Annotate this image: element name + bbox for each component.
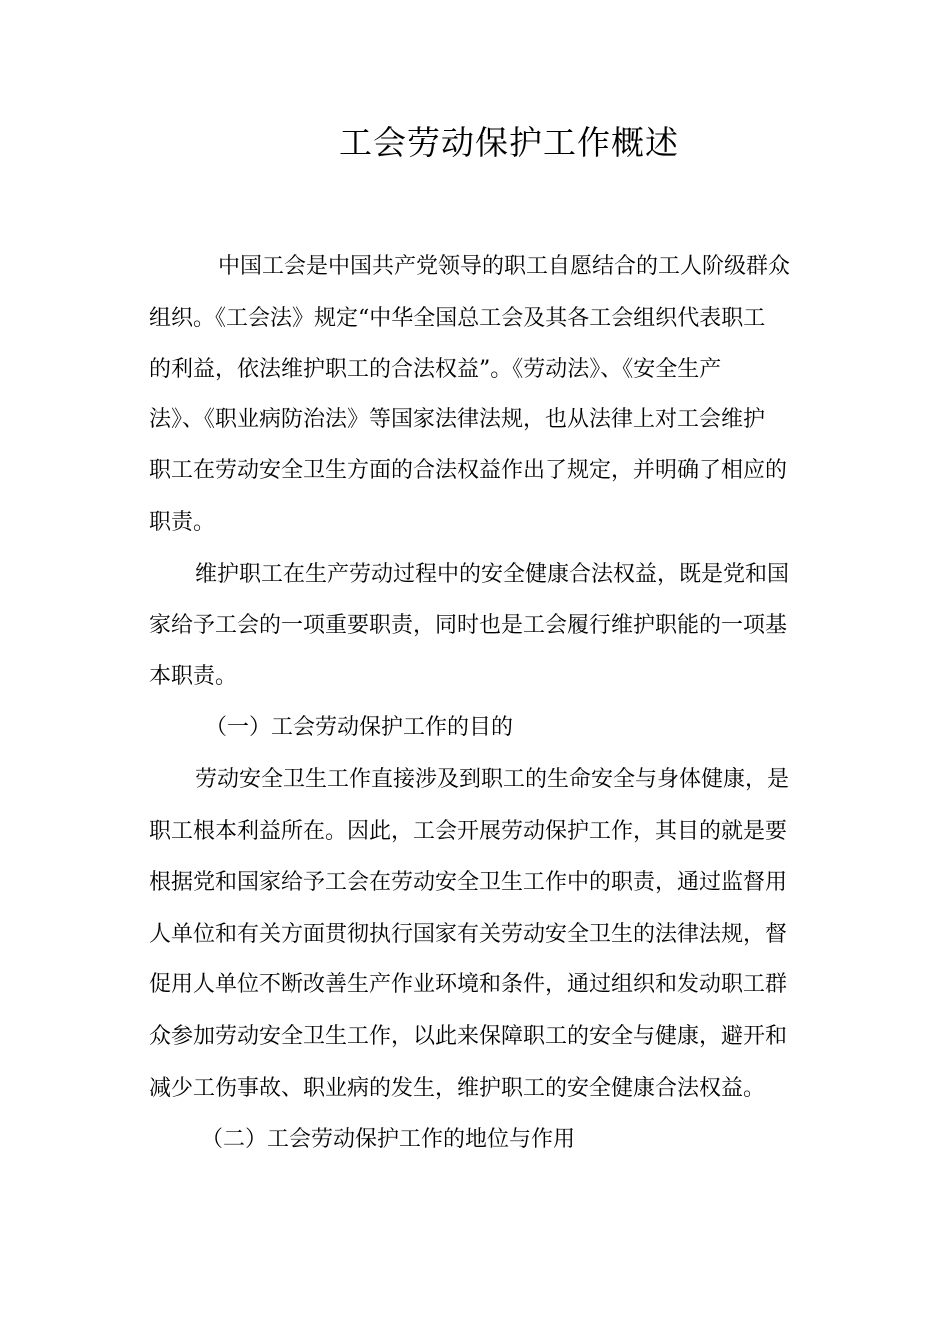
text-line: 中国工会是中国共产党领导的职工自愿结合的工人阶级群众 <box>218 254 791 279</box>
text-line: 本职责。 <box>149 664 238 689</box>
text-line: 职工在劳动安全卫生方面的合法权益作出了规定，并明确了相应的 <box>149 458 788 483</box>
text-line: 众参加劳动安全卫生工作，以此来保障职工的安全与健康，避开和 <box>149 1024 788 1049</box>
text-line: 减少工伤事故、职业病的发生，维护职工的安全健康合法权益。 <box>149 1076 766 1101</box>
text-line: 法》、《职业病防治法》等国家法律法规，也从法律上对工会维护 <box>149 407 766 432</box>
text-line: 组织。《工会法》规定“中华全国总工会及其各工会组织代表职工 <box>149 306 766 331</box>
text-line: 根据党和国家给予工会在劳动安全卫生工作中的职责，通过监督用 <box>149 870 788 895</box>
text-line: 促用人单位不断改善生产作业环境和条件，通过组织和发动职工群 <box>149 972 788 997</box>
text-line: 人单位和有关方面贯彻执行国家有关劳动安全卫生的法律法规，督 <box>149 922 788 947</box>
text-line: 职责。 <box>149 510 216 535</box>
text-line: 的利益，依法维护职工的合法权益”。《劳动法》、《安全生产 <box>149 357 722 382</box>
text-line: 维护职工在生产劳动过程中的安全健康合法权益，既是党和国 <box>195 562 790 587</box>
text-line: 劳动安全卫生工作直接涉及到职工的生命安全与身体健康，是 <box>195 767 790 792</box>
section-heading: （二）工会劳动保护工作的地位与作用 <box>201 1127 576 1152</box>
section-heading: （一）工会劳动保护工作的目的 <box>205 715 514 740</box>
text-line: 家给予工会的一项重要职责，同时也是工会履行维护职能的一项基 <box>149 613 788 638</box>
document-title: 工会劳动保护工作概述 <box>339 123 679 162</box>
text-line: 职工根本利益所在。因此，工会开展劳动保护工作，其目的就是要 <box>149 819 788 844</box>
